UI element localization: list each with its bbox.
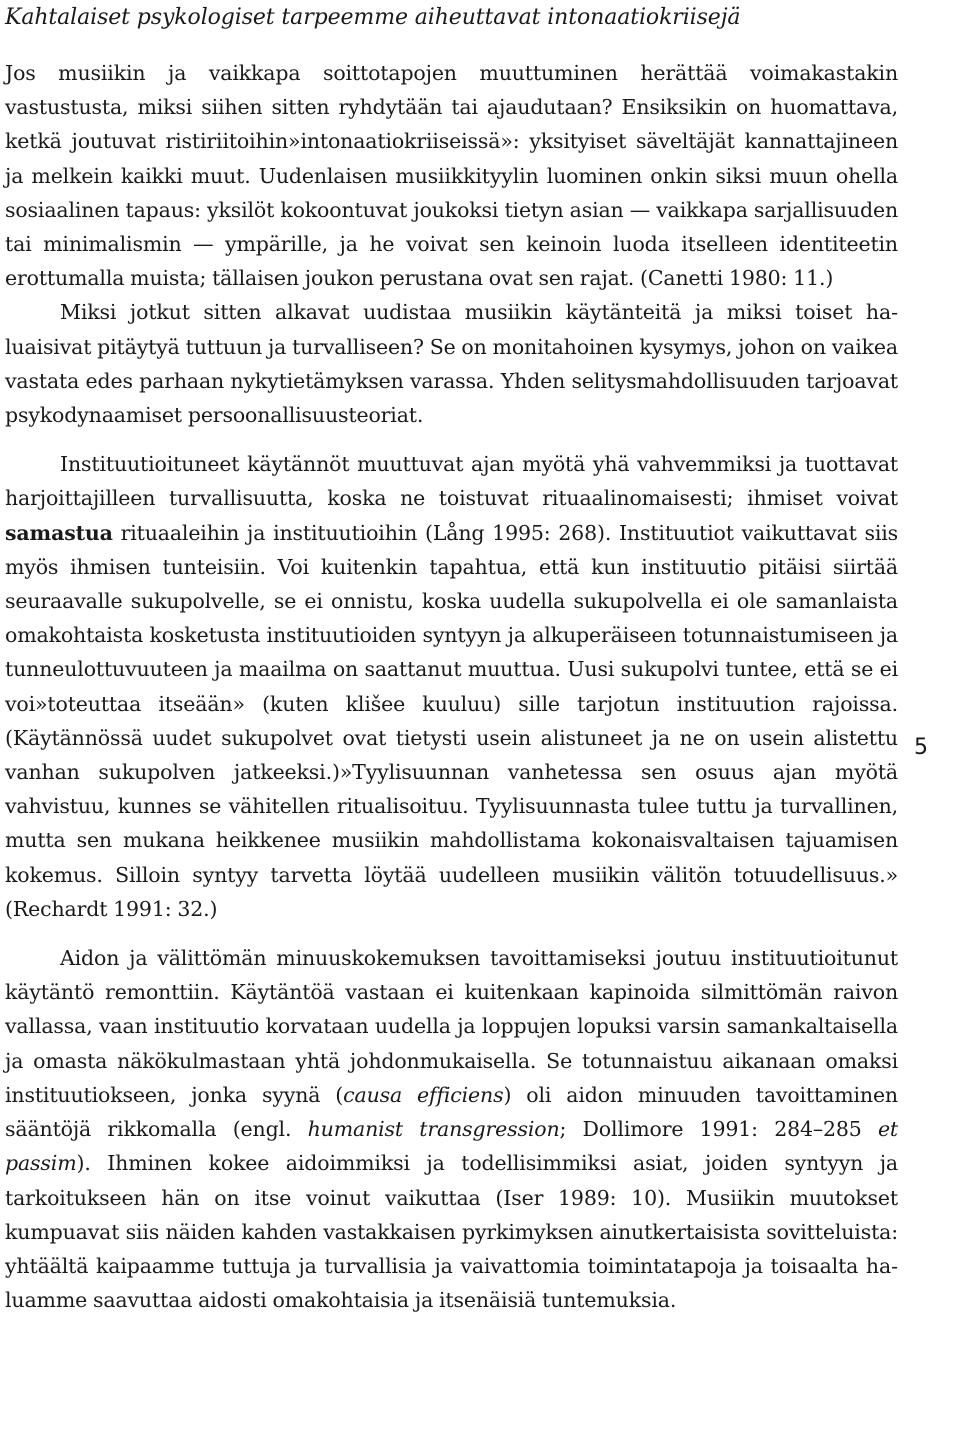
paragraph-4-text-a: Aidon ja välittömän minuuskokemuksen tavoittamiseksi joutuu instituutioitunut käytäntö remonttiin. Käytäntöä vastaan ei kuitenkaan kapinoida silmittömän raivon vallassa, vaan instituutio korvataan uudella ja loppujen lopuksi varsin samankaltaisella ja omasta näkökulmastaan yhtä johdonmukaisella. Se totunnaistuu aikanaan omaksi instituutiokseen, jonka syynä ( [5,946,898,1107]
paragraph-4-italic-3: et passim [5,1117,899,1176]
paragraph-3-text-a: Instituutioituneet käytännöt muuttuvat ajan myötä yhä vahvemmiksi ja tuottavat harjoittajilleen turvallisuutta, koska ne toistuvat rituaalinomaisesti; ihmiset voivat [5,452,898,511]
paragraph-3-bold-term: samastua [5,520,113,545]
document-page [5,0,898,1317]
paragraph-4-italic-1: causa efficiens [343,1082,504,1107]
paragraph-4-text-d: ). Ihminen kokee aidoimmiksi ja todellisimmiksi asiat, joiden syntyyn ja tarkoitukseen hän on itse voinut vaikuttaa (Iser 1989: 10). Musiikin muutokset kumpuavat siis näiden kahden vastakkaisen pyrkimyksen ainutkertaisista sovitteluista: yhtäältä kaipaamme tuttuja ja turvallisia ja vaivattomia toimintatapoja ja toisaalta haluamme saavuttaa aidosti omakohtaisia ja itsenäisiä tuntemuksia. [5,1151,898,1313]
paragraph-4-italic-2: humanist transgression [307,1117,560,1142]
paragraph-4-text-b: ) oli aidon minuuden tavoittaminen sääntöjä rikkomalla (engl. [5,1082,898,1142]
paragraph-3-text-b: rituaaleihin ja instituutioihin (Lång 1995: 268). Instituutiot vaikuttavat siis myös ihmisen tunteisiin. Voi kuitenkin tapahtua, että kun instituutio pitäisi siirtää seuraavalle sukupolvelle, se ei onnistu, koska uudella sukupolvella ei ole samanlaista omakohtaista kosketusta instituutioiden syntyyn ja alkuperäiseen totunnaistumiseen ja tunneulottuvuuteen ja maailma on saattanut muuttua. Uusi sukupolvi tuntee, että se ei voi»toteuttaa itseään» (kuten klišee kuuluu) sille tarjotun instituution rajoissa. (Käytännössä uudet sukupolvet ovat tietysti usein alistuneet ja ne on usein alistettu vanhan sukupolven jatkeeksi.)»Tyylisuunnan vanhetessa sen osuus ajan myötä vahvistuu, kunnes se vähitellen ritualisoituu. Tyylisuunnasta tulee tuttu ja turvallinen, mutta sen mukana heikkenee musiikin mahdollistama kokonaisvaltaisen tajuamisen kokemus. Silloin syntyy tarvetta löytää uudelleen musiikin välitön totuudellisuus.» (Rechardt 1991: 32.) [5,520,898,921]
paragraph-3 [5,447,898,926]
paragraph-1: Jos musiikin ja vaikkapa soittotapojen muuttuminen herättää voimakastakin vastustusta, miksi siihen sitten ryhdytään tai ajaudutaan? Ensiksikin on huomattava, ketkä joutuvat ristiriitoihin»intonaatiokriiseissä»: yksityiset säveltäjät kannattajineen ja melkein kaikki muut. Uudenlaisen musiikkityylin luominen onkin siksi muun ohella sosiaalinen tapaus: yksilöt kokoontuvat joukoksi tietyn asian — vaikkapa sarjallisuuden tai minimalismin — ympärille, ja he voivat sen keinoin luoda itselleen identiteetin erottumalla muista; tällaisen joukon perustana ovat sen rajat. (Canetti 1980: 11.) [5,61,898,291]
section-heading: Kahtalaiset psykologiset tarpeemme aiheuttavat intonaatiokriisejä [5,5,741,30]
page-number: 5 [914,735,928,760]
paragraph-2: Miksi jotkut sitten alkavat uudistaa musiikin käytänteitä ja miksi toiset haluaisivat pitäytyä tuttuun ja turvalliseen? Se on monitahoinen kysymys, johon on vaikea vastata edes parhaan nykytietämyksen varassa. Yhden selitysmahdollisuuden tarjoavat psykodynaamiset persoonallisuusteoriat. [5,300,898,428]
paragraph-4-text-c: ; Dollimore 1991: 284–285 [559,1117,878,1142]
paragraph-4 [5,941,898,1317]
